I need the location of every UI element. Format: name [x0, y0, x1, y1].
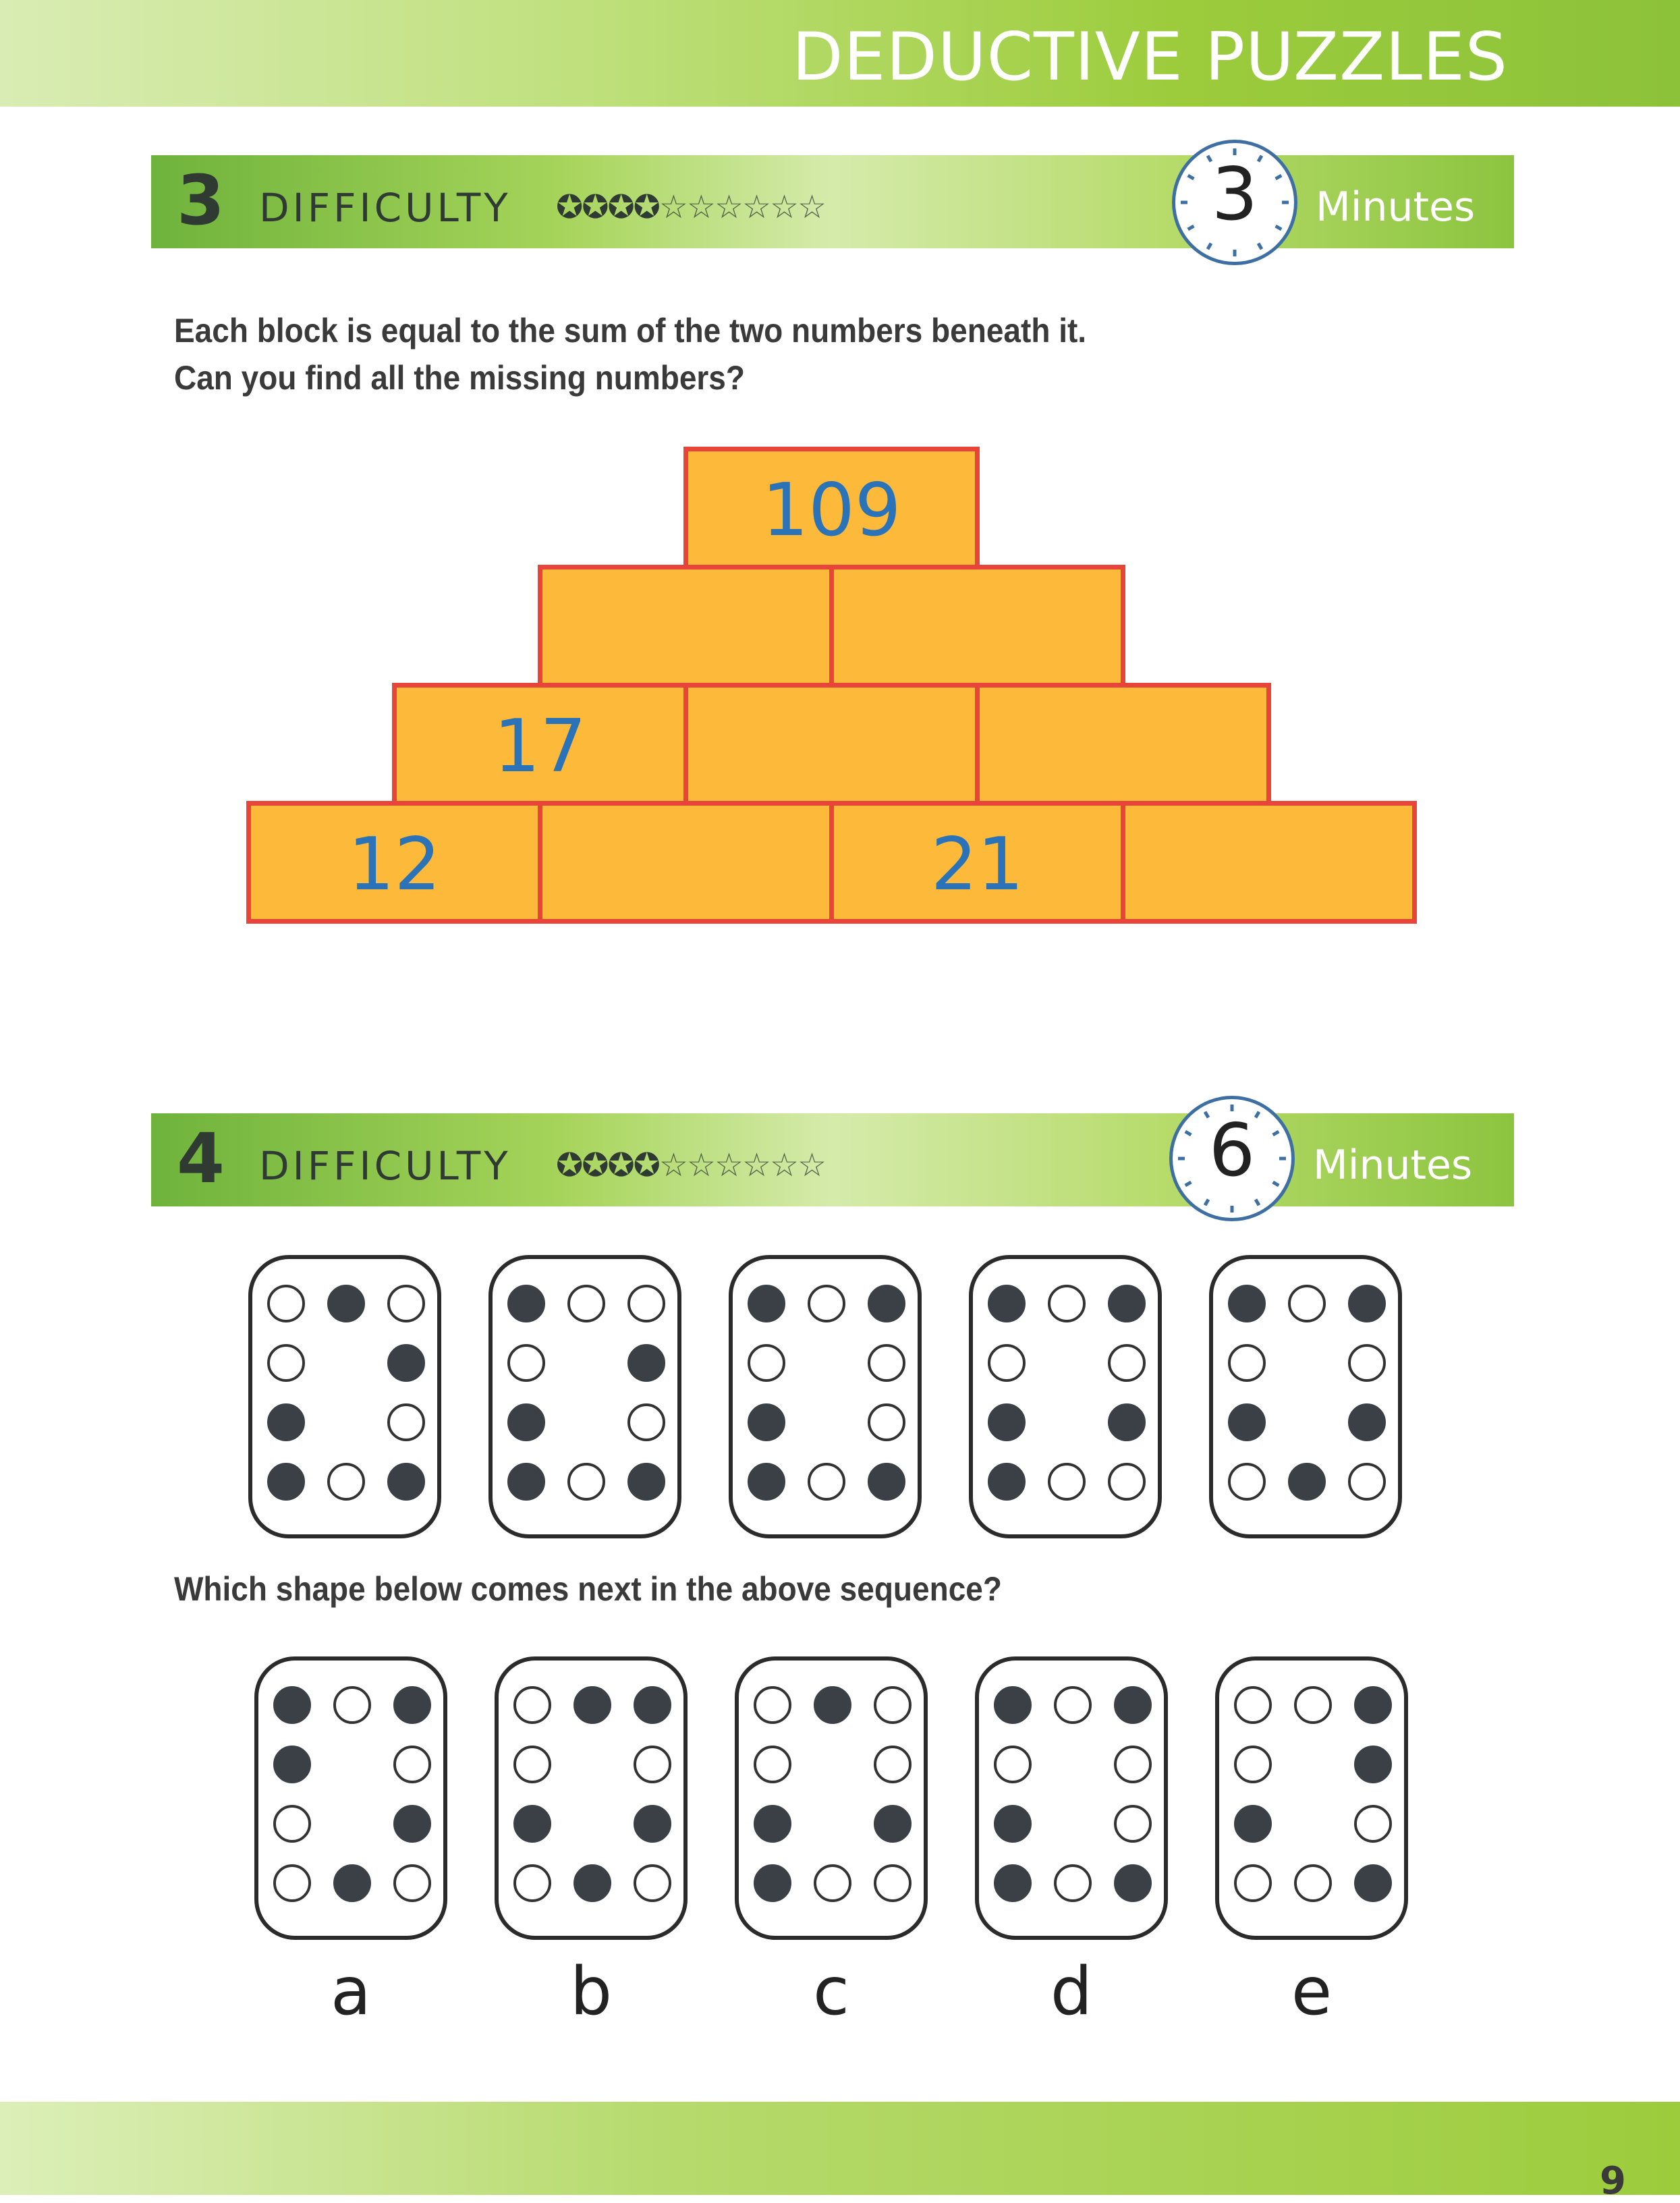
- sequence-card: [969, 1255, 1162, 1538]
- filled-circle-icon: [754, 1805, 791, 1843]
- empty-star-icon: ☆: [714, 190, 742, 225]
- empty-circle-icon: [513, 1746, 551, 1783]
- empty-star-icon: ☆: [659, 190, 687, 225]
- empty-circle-icon: [1054, 1686, 1092, 1724]
- empty-circle-icon: [273, 1864, 311, 1902]
- puzzle3-number: 3: [177, 161, 225, 241]
- empty-star-icon: ☆: [714, 1148, 742, 1183]
- option-label-c[interactable]: c: [813, 1953, 849, 2030]
- empty-circle-icon: [627, 1285, 665, 1322]
- empty-circle-icon: [327, 1463, 365, 1501]
- filled-circle-icon: [634, 1686, 671, 1724]
- pyramid-block: [538, 565, 834, 688]
- footer-band: [0, 2102, 1680, 2195]
- empty-circle-icon: [513, 1686, 551, 1724]
- pyramid-block: [392, 683, 688, 806]
- option-label-d[interactable]: d: [1050, 1953, 1093, 2030]
- filled-circle-icon: [1354, 1746, 1392, 1783]
- filled-circle-icon: [387, 1344, 425, 1382]
- filled-star-icon: ✪: [582, 190, 608, 225]
- empty-star-icon: ☆: [659, 1148, 687, 1183]
- empty-circle-icon: [387, 1285, 425, 1322]
- puzzle3-minutes-value: 3: [1211, 152, 1258, 237]
- empty-circle-icon: [1114, 1805, 1152, 1843]
- filled-circle-icon: [748, 1403, 785, 1441]
- puzzle4-minutes-label: Minutes: [1313, 1142, 1473, 1189]
- filled-circle-icon: [994, 1864, 1032, 1902]
- filled-circle-icon: [748, 1285, 785, 1322]
- empty-circle-icon: [814, 1864, 851, 1902]
- filled-circle-icon: [627, 1344, 665, 1382]
- filled-circle-icon: [988, 1285, 1026, 1322]
- sequence-card: [1209, 1255, 1402, 1538]
- sequence-card: [488, 1255, 681, 1538]
- pyramid-block-value: 17: [493, 704, 587, 789]
- filled-circle-icon: [387, 1463, 425, 1501]
- filled-circle-icon: [1288, 1463, 1326, 1501]
- filled-circle-icon: [814, 1686, 851, 1724]
- filled-circle-icon: [627, 1463, 665, 1501]
- puzzle4-difficulty-stars: [556, 1150, 825, 1182]
- filled-circle-icon: [573, 1686, 611, 1724]
- filled-circle-icon: [1354, 1686, 1392, 1724]
- page-title: DEDUCTIVE PUZZLES: [792, 19, 1508, 96]
- empty-circle-icon: [567, 1285, 605, 1322]
- option-card-c[interactable]: [735, 1656, 928, 1940]
- empty-circle-icon: [1048, 1463, 1086, 1501]
- empty-circle-icon: [1228, 1463, 1266, 1501]
- empty-circle-icon: [808, 1285, 845, 1322]
- empty-circle-icon: [1048, 1285, 1086, 1322]
- pyramid-block: [829, 801, 1125, 924]
- filled-circle-icon: [393, 1805, 431, 1843]
- empty-star-icon: ☆: [741, 1148, 770, 1183]
- empty-circle-icon: [874, 1686, 912, 1724]
- page-number: 9: [1600, 2159, 1626, 2203]
- pyramid-block: [1121, 801, 1417, 924]
- filled-circle-icon: [273, 1746, 311, 1783]
- option-card-b[interactable]: [495, 1656, 688, 1940]
- puzzle3-difficulty-label: DIFFICULTY: [259, 185, 511, 231]
- filled-circle-icon: [273, 1686, 311, 1724]
- filled-circle-icon: [1354, 1864, 1392, 1902]
- pyramid-block: [246, 801, 542, 924]
- empty-circle-icon: [1294, 1686, 1332, 1724]
- puzzle4-timer-clock-icon: [1169, 1096, 1295, 1221]
- filled-circle-icon: [1234, 1805, 1272, 1843]
- filled-circle-icon: [513, 1805, 551, 1843]
- puzzle4-minutes-value: 6: [1208, 1109, 1256, 1193]
- filled-circle-icon: [994, 1805, 1032, 1843]
- option-label-a[interactable]: a: [330, 1953, 372, 2030]
- empty-circle-icon: [1234, 1746, 1272, 1783]
- option-label-e[interactable]: e: [1291, 1953, 1333, 2030]
- empty-circle-icon: [634, 1864, 671, 1902]
- empty-circle-icon: [754, 1746, 791, 1783]
- empty-circle-icon: [1354, 1805, 1392, 1843]
- empty-circle-icon: [387, 1403, 425, 1441]
- sequence-card: [248, 1255, 441, 1538]
- filled-star-icon: ✪: [582, 1148, 608, 1183]
- filled-star-icon: ✪: [607, 1148, 634, 1183]
- empty-circle-icon: [627, 1403, 665, 1441]
- option-card-a[interactable]: [254, 1656, 447, 1940]
- empty-circle-icon: [748, 1344, 785, 1382]
- filled-circle-icon: [507, 1403, 545, 1441]
- empty-circle-icon: [1108, 1463, 1146, 1501]
- puzzle3-instruction-line2: Can you find all the missing numbers?: [174, 359, 745, 397]
- sequence-card: [729, 1255, 922, 1538]
- filled-star-icon: ✪: [556, 1148, 582, 1183]
- empty-circle-icon: [267, 1285, 305, 1322]
- empty-star-icon: ☆: [686, 1148, 715, 1183]
- pyramid-block: [975, 683, 1271, 806]
- filled-circle-icon: [754, 1864, 791, 1902]
- filled-circle-icon: [994, 1686, 1032, 1724]
- empty-star-icon: ☆: [770, 190, 798, 225]
- pyramid-block: [683, 447, 980, 569]
- pyramid-block-value: 12: [347, 822, 441, 907]
- empty-circle-icon: [1348, 1344, 1386, 1382]
- filled-circle-icon: [507, 1463, 545, 1501]
- empty-circle-icon: [808, 1463, 845, 1501]
- empty-circle-icon: [1228, 1344, 1266, 1382]
- puzzle3-difficulty-bar: [151, 155, 1514, 248]
- empty-circle-icon: [567, 1463, 605, 1501]
- puzzle3-minutes-label: Minutes: [1316, 184, 1476, 231]
- empty-circle-icon: [507, 1344, 545, 1382]
- empty-circle-icon: [1288, 1285, 1326, 1322]
- puzzle4-number: 4: [177, 1119, 225, 1199]
- filled-circle-icon: [874, 1805, 912, 1843]
- empty-circle-icon: [1054, 1864, 1092, 1902]
- filled-circle-icon: [1348, 1403, 1386, 1441]
- empty-star-icon: ☆: [797, 1148, 826, 1183]
- filled-star-icon: ✪: [556, 190, 582, 225]
- empty-circle-icon: [273, 1805, 311, 1843]
- puzzle4-difficulty-label: DIFFICULTY: [259, 1143, 511, 1189]
- puzzle3-instruction-line1: Each block is equal to the sum of the two numbers beneath it.: [174, 312, 1087, 350]
- filled-circle-icon: [1228, 1403, 1266, 1441]
- puzzle3-timer-clock-icon: [1172, 140, 1297, 265]
- filled-circle-icon: [393, 1686, 431, 1724]
- filled-circle-icon: [1228, 1285, 1266, 1322]
- empty-circle-icon: [874, 1746, 912, 1783]
- puzzle4-difficulty-bar: [151, 1113, 1514, 1206]
- option-card-d[interactable]: [975, 1656, 1168, 1940]
- empty-circle-icon: [1294, 1864, 1332, 1902]
- filled-circle-icon: [267, 1463, 305, 1501]
- filled-star-icon: ✪: [633, 1148, 659, 1183]
- empty-star-icon: ☆: [770, 1148, 798, 1183]
- pyramid-block: [683, 683, 980, 806]
- pyramid-block-value: 109: [762, 468, 901, 553]
- empty-circle-icon: [994, 1746, 1032, 1783]
- empty-circle-icon: [393, 1864, 431, 1902]
- empty-circle-icon: [1348, 1463, 1386, 1501]
- option-card-e[interactable]: [1215, 1656, 1408, 1940]
- filled-circle-icon: [1114, 1864, 1152, 1902]
- filled-circle-icon: [988, 1463, 1026, 1501]
- filled-circle-icon: [988, 1403, 1026, 1441]
- filled-circle-icon: [634, 1805, 671, 1843]
- puzzle3-difficulty-stars: [556, 192, 825, 224]
- empty-circle-icon: [868, 1344, 905, 1382]
- empty-circle-icon: [1108, 1344, 1146, 1382]
- pyramid-block-value: 21: [930, 822, 1024, 907]
- filled-circle-icon: [868, 1285, 905, 1322]
- filled-circle-icon: [1108, 1285, 1146, 1322]
- empty-star-icon: ☆: [741, 190, 770, 225]
- empty-circle-icon: [988, 1344, 1026, 1382]
- empty-circle-icon: [874, 1864, 912, 1902]
- puzzle4-question: Which shape below comes next in the above sequence?: [174, 1570, 1002, 1608]
- pyramid-block: [829, 565, 1125, 688]
- filled-circle-icon: [327, 1285, 365, 1322]
- filled-circle-icon: [1348, 1285, 1386, 1322]
- empty-circle-icon: [1234, 1864, 1272, 1902]
- empty-circle-icon: [333, 1686, 371, 1724]
- filled-circle-icon: [748, 1463, 785, 1501]
- filled-circle-icon: [267, 1403, 305, 1441]
- empty-star-icon: ☆: [797, 190, 826, 225]
- filled-star-icon: ✪: [633, 190, 659, 225]
- filled-circle-icon: [868, 1463, 905, 1501]
- filled-circle-icon: [573, 1864, 611, 1902]
- filled-circle-icon: [1114, 1686, 1152, 1724]
- option-label-b[interactable]: b: [569, 1953, 613, 2030]
- filled-circle-icon: [333, 1864, 371, 1902]
- empty-circle-icon: [393, 1746, 431, 1783]
- empty-circle-icon: [868, 1403, 905, 1441]
- empty-circle-icon: [1114, 1746, 1152, 1783]
- empty-circle-icon: [634, 1746, 671, 1783]
- empty-star-icon: ☆: [686, 190, 715, 225]
- filled-circle-icon: [507, 1285, 545, 1322]
- empty-circle-icon: [754, 1686, 791, 1724]
- empty-circle-icon: [267, 1344, 305, 1382]
- empty-circle-icon: [1234, 1686, 1272, 1724]
- filled-circle-icon: [1108, 1403, 1146, 1441]
- filled-star-icon: ✪: [607, 190, 634, 225]
- empty-circle-icon: [513, 1864, 551, 1902]
- pyramid-block: [538, 801, 834, 924]
